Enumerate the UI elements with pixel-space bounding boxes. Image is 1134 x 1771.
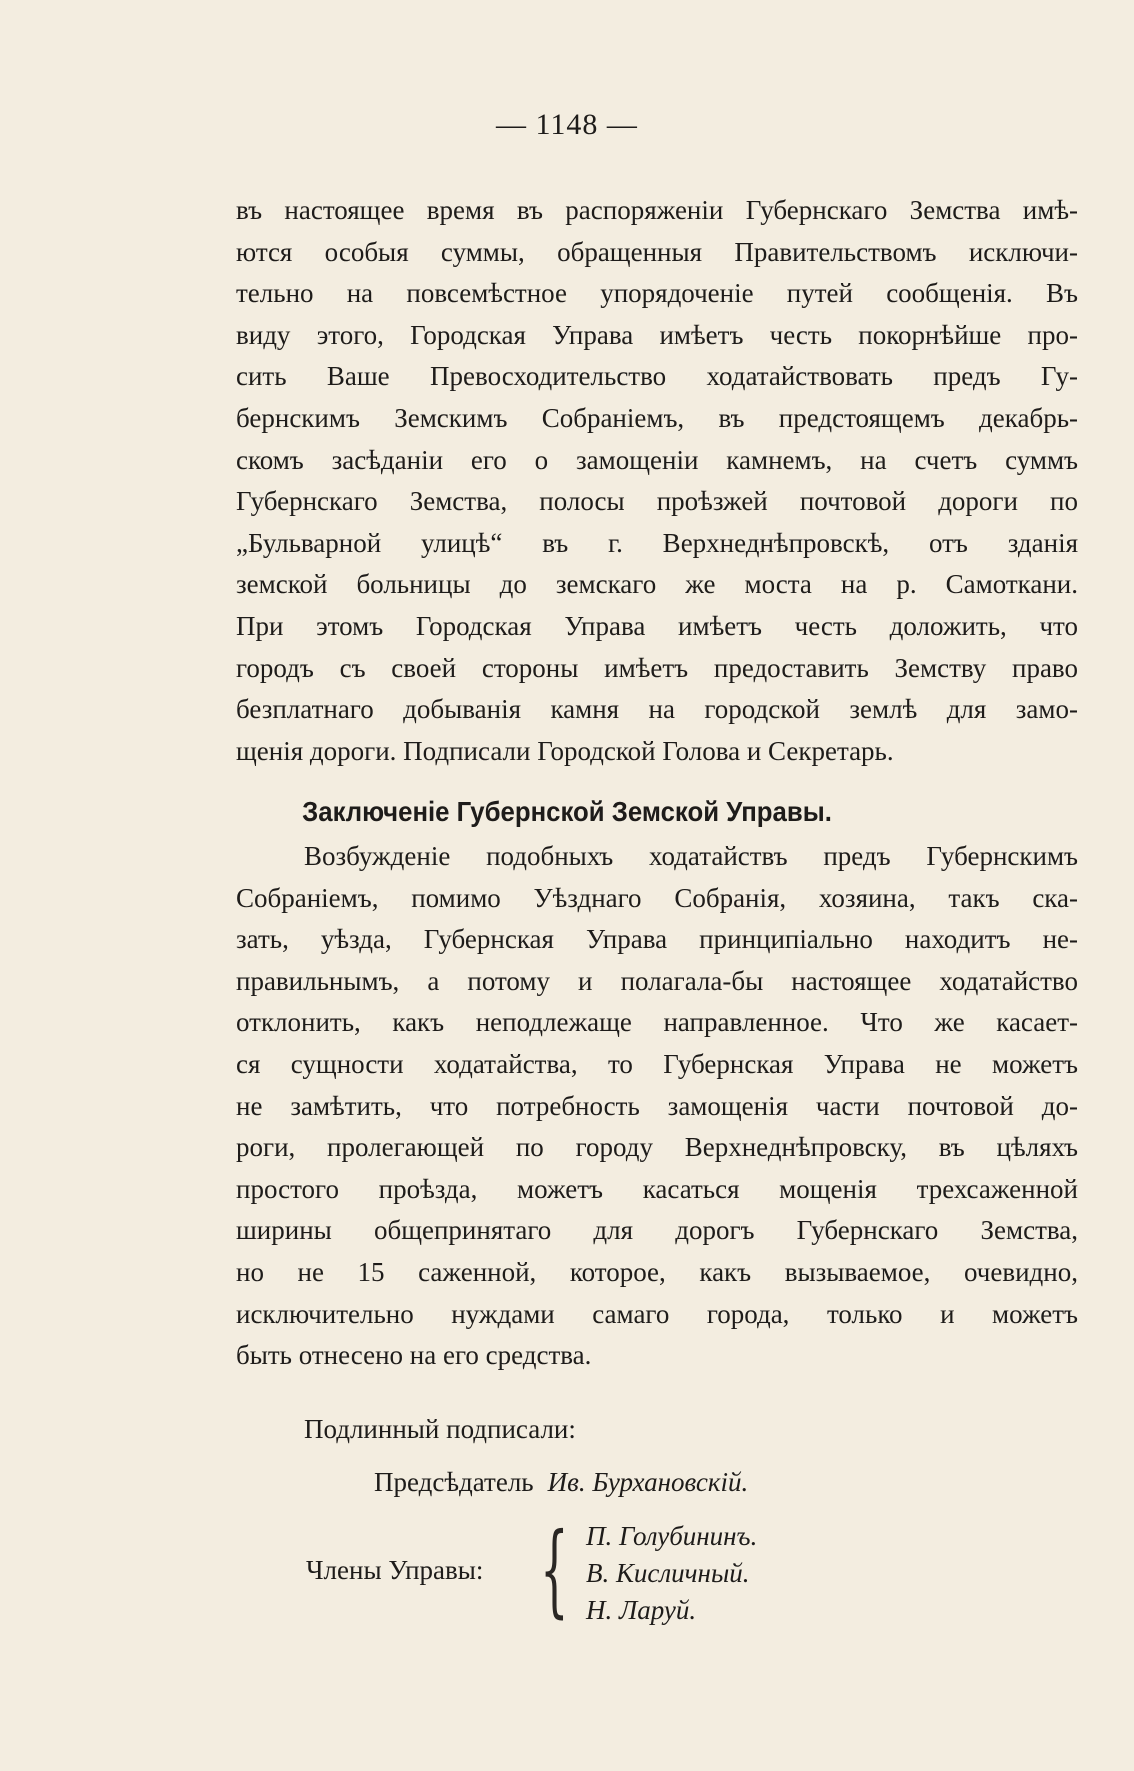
page-number: — 1148 — [496, 108, 638, 141]
text-line: правильнымъ, а потому и полагала-бы настоящее ходатайство [236, 965, 1078, 996]
text-line: ся сущности ходатайства, то Губернская Управа не можетъ [236, 1048, 1078, 1079]
text-line: безплатнаго добыванія камня на городской землѣ для замо- [236, 694, 1078, 725]
text-line: быть отнесено на его средства. [236, 1340, 592, 1371]
text-line: сить Ваше Превосходительство ходатайствовать предъ Гу- [236, 361, 1078, 392]
text-line: зать, уѣзда, Губернская Управа принципіально находитъ не- [236, 924, 1078, 955]
text-line: не замѣтить, что потребность замощенія части почтовой до- [236, 1090, 1078, 1121]
text-line: городъ съ своей стороны имѣетъ предоставить Земству право [236, 652, 1078, 683]
text-line: скомъ засѣданіи его о замощеніи камнемъ, на счетъ суммъ [236, 444, 1078, 475]
member-name: П. Голубининъ. [586, 1521, 758, 1551]
member-name: Н. Ларуй. [586, 1595, 697, 1625]
text-line: ются особыя суммы, обращенныя Правительствомъ исключи- [236, 236, 1078, 267]
text-line: въ настоящее время въ распоряженіи Губернскаго Земства имѣ- [236, 195, 1078, 225]
members-label: Члены Управы: [306, 1555, 484, 1585]
text-line: отклонить, какъ неподлежаще направленное. Что же касает- [236, 1007, 1078, 1038]
chair-name: Ив. Бурхановскій. [547, 1467, 749, 1497]
chair-title: Предсѣдатель [374, 1467, 534, 1497]
text-line: виду этого, Городская Управа имѣетъ честь покорнѣйше про- [236, 319, 1078, 350]
text-line: щенія дороги. Подписали Городской Голова и Секретарь. [236, 735, 894, 766]
text-line: Возбужденіе подобныхъ ходатайствъ предъ Губернскимъ [304, 841, 1078, 871]
text-line: бернскимъ Земскимъ Собраніемъ, въ предстоящемъ декабрь- [236, 402, 1078, 433]
text-line: исключительно нуждами самаго города, только и можетъ [236, 1298, 1078, 1329]
signed-label: Подлинный подписали: [304, 1414, 576, 1444]
text-line: ширины общепринятаго для дорогъ Губернскаго Земства, [236, 1215, 1078, 1246]
chairman-signature [374, 1462, 748, 1502]
brace-icon: { [540, 1511, 569, 1628]
text-line: роги, пролегающей по городу Верхнеднѣпровску, въ цѣляхъ [236, 1132, 1078, 1163]
text-line: „Бульварной улицѣ“ въ г. Верхнеднѣпровскѣ, отъ зданія [236, 527, 1078, 558]
paragraph-city-petition [236, 190, 1078, 772]
text-line: тельно на повсемѣстное упорядоченіе путей сообщенія. Въ [236, 278, 1078, 309]
text-line: но не 15 саженной, которое, какъ вызываемое, очевидно, [236, 1256, 1078, 1287]
text-line: простого проѣзда, можетъ касаться мощенія трехсаженной [236, 1173, 1078, 1204]
member-name: В. Кисличный. [586, 1558, 750, 1588]
text-line: земской больницы до земскаго же моста на р. Самоткани. [236, 569, 1078, 600]
text-line: При этомъ Городская Управа имѣетъ честь доложить, что [236, 610, 1078, 641]
paragraph-uprava-conclusion [236, 836, 1078, 1377]
text-line: Собраніемъ, помимо Уѣзднаго Собранія, хозяина, такъ ска- [236, 882, 1078, 913]
text-line: Губернскаго Земства, полосы проѣзжей почтовой дороги по [236, 486, 1078, 517]
section-heading: Заключеніе Губернской Земской Управы. [302, 796, 832, 827]
